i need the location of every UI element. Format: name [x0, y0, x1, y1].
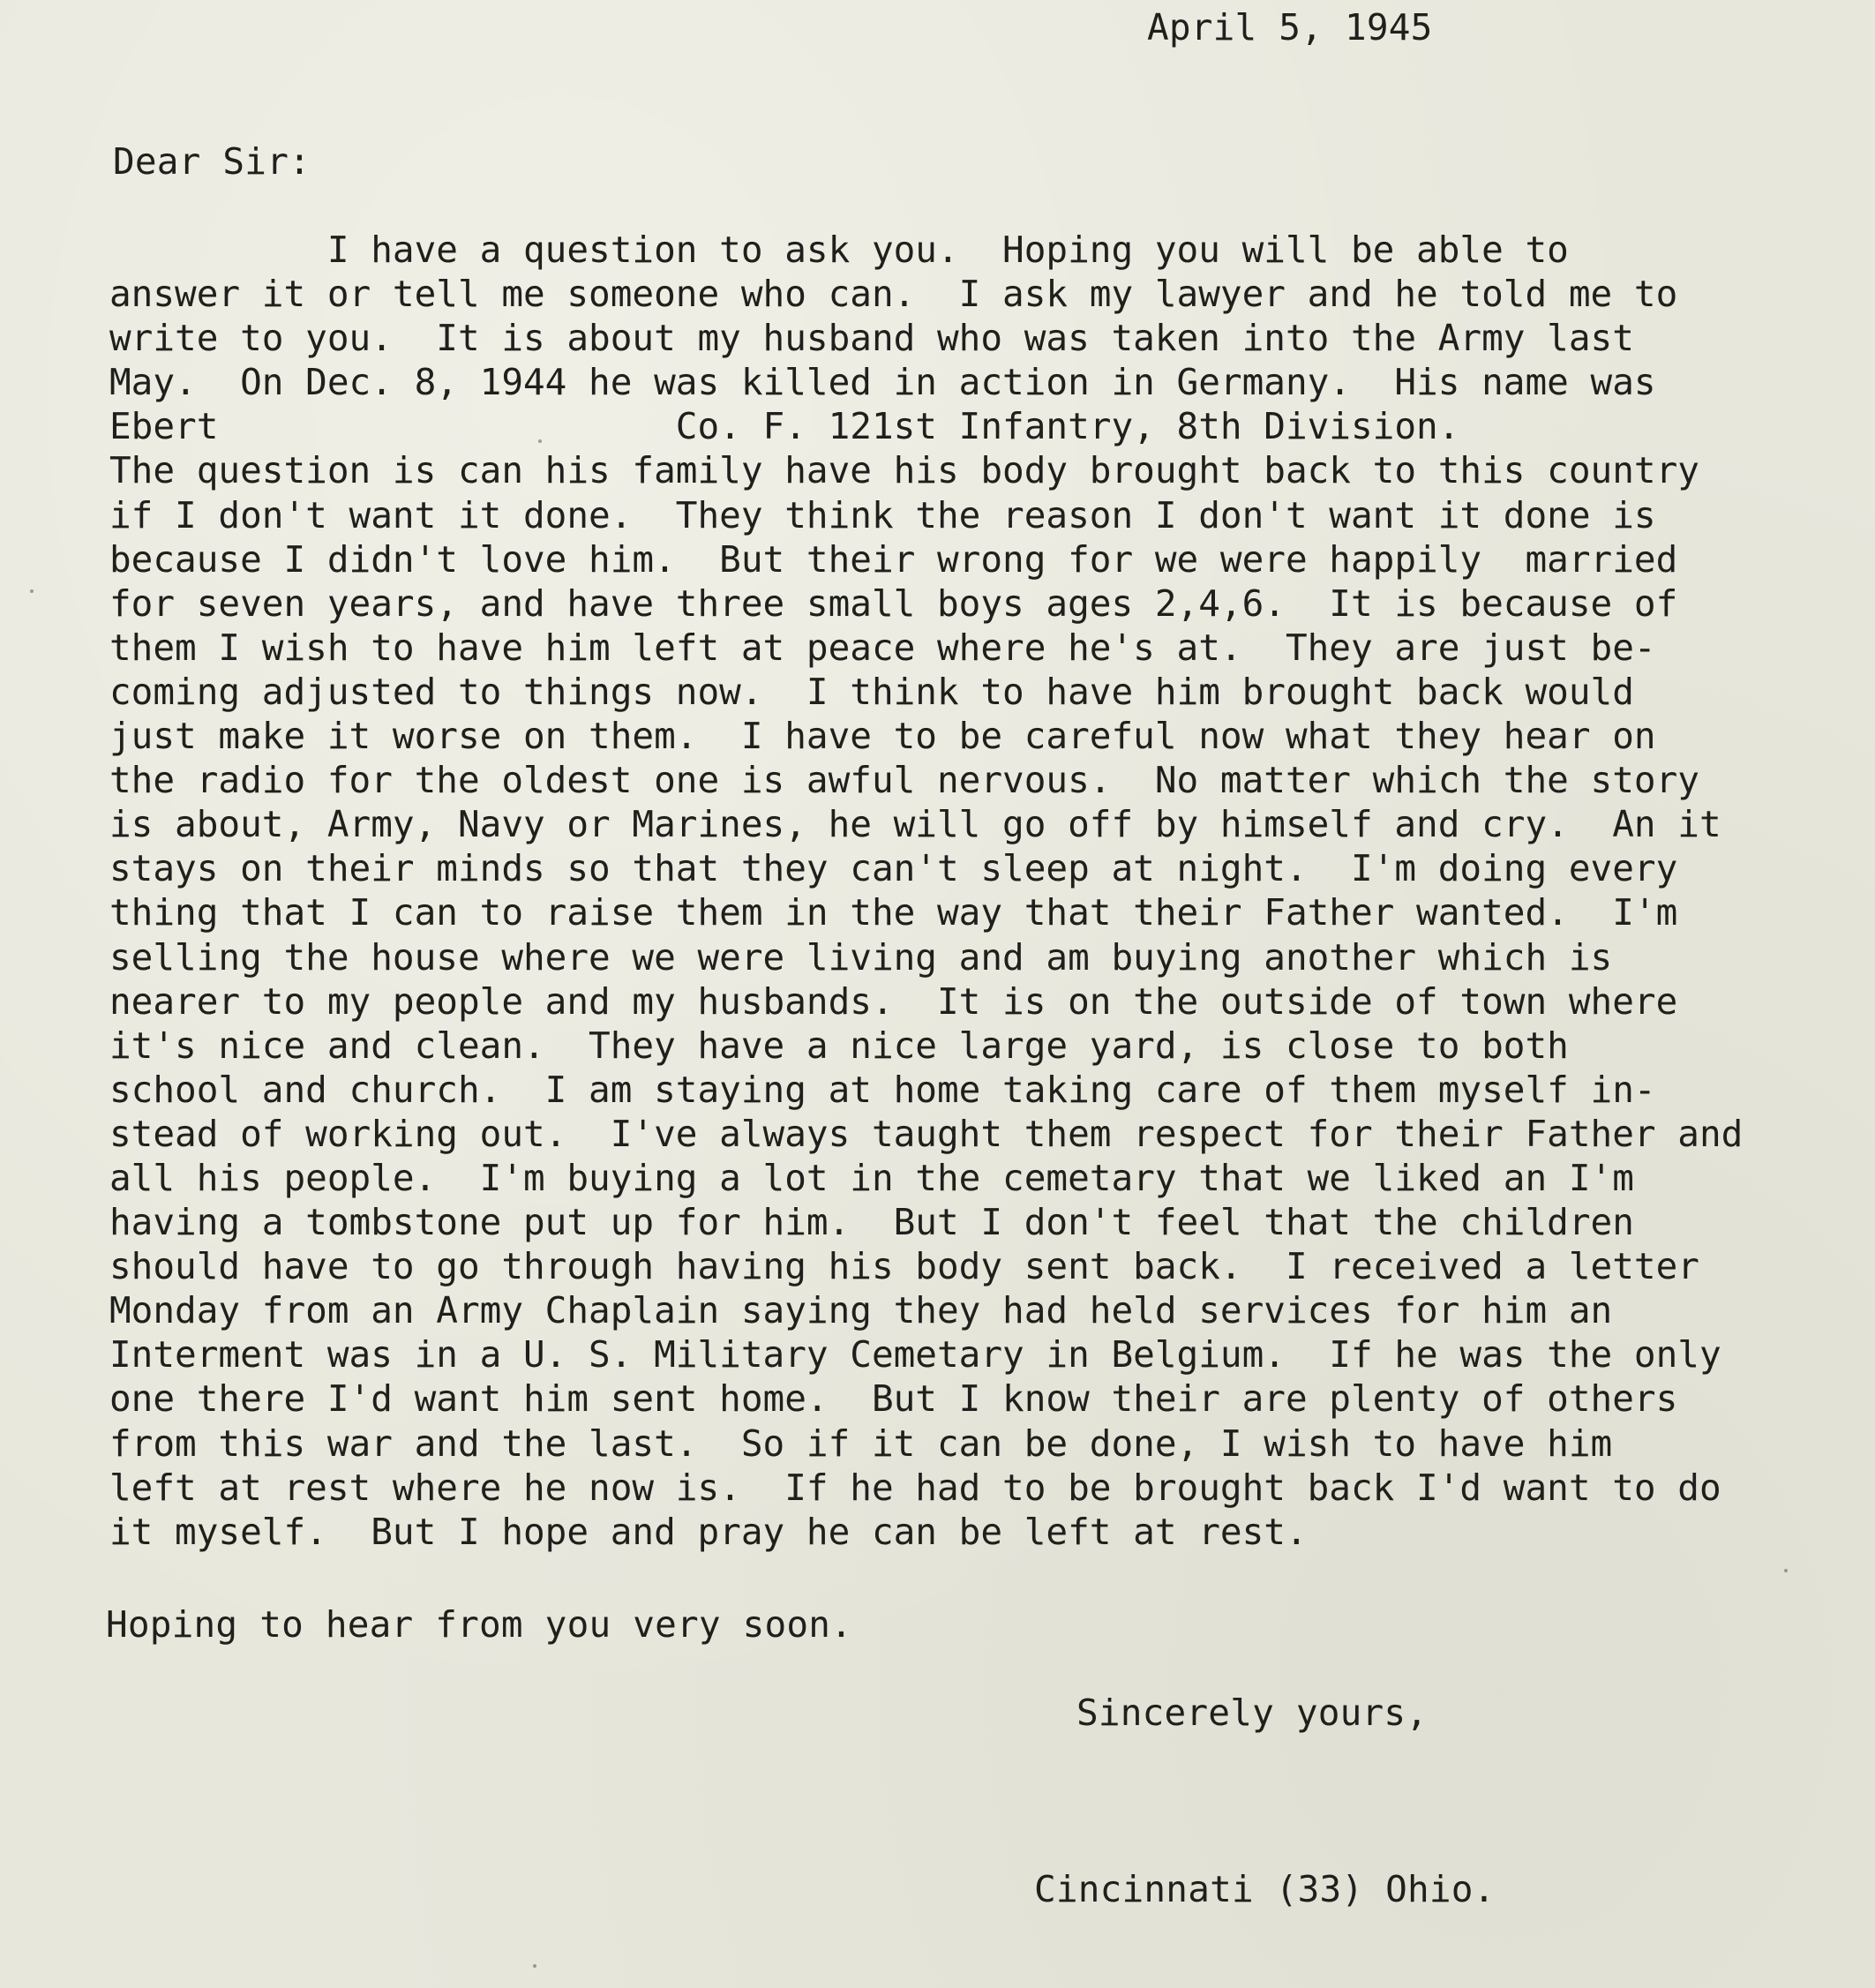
body-line: selling the house where we were living and am buying another which is: [109, 935, 1613, 979]
body-line: having a tombstone put up for him. But I don't feel that the children: [109, 1201, 1634, 1244]
body-line: May. On Dec. 8, 1944 he was killed in action in Germany. His name was: [109, 361, 1656, 404]
paper-speck: [538, 439, 542, 443]
body-line: just make it worse on them. I have to be careful now what they hear on: [109, 715, 1656, 758]
body-line: the radio for the oldest one is awful nervous. No matter which the story: [109, 759, 1699, 802]
paper-speck: [1784, 1569, 1788, 1572]
body-line: write to you. It is about my husband who was taken into the Army last: [109, 317, 1634, 360]
body-line: it's nice and clean. They have a nice large yard, is close to both: [109, 1024, 1569, 1067]
body-line: for seven years, and have three small boys ages 2,4,6. It is because of: [109, 581, 1678, 625]
sender-address: Cincinnati (33) Ohio.: [1034, 1868, 1496, 1910]
body-line: answer it or tell me someone who can. I ask my lawyer and he told me to: [109, 273, 1678, 316]
body-line: nearer to my people and my husbands. It is on the outside of town where: [109, 979, 1678, 1023]
body-line: left at rest where he now is. If he had to be brought back I'd want to do: [109, 1466, 1721, 1509]
body-line: them I wish to have him left at peace where he's at. They are just be-: [109, 626, 1656, 669]
body-line: because I didn't love him. But their wrong for we were happily married: [109, 537, 1678, 581]
salutation: Dear Sir:: [113, 140, 311, 183]
body-line: coming adjusted to things now. I think to have him brought back would: [109, 670, 1634, 713]
body-line: is about, Army, Navy or Marines, he will go off by himself and cry. An it: [109, 803, 1721, 846]
body-line: I have a question to ask you. Hoping you will be able to: [109, 229, 1569, 271]
body-line: if I don't want it done. They think the reason I don't want it done is: [109, 493, 1656, 536]
body-line: from this war and the last. So if it can be done, I wish to have him: [109, 1422, 1613, 1465]
body-line: thing that I can to raise them in the way that their Father wanted. I'm: [109, 891, 1678, 934]
paper-speck: [533, 1964, 536, 1968]
body-line: all his people. I'm buying a lot in the cemetary that we liked an I'm: [109, 1156, 1634, 1199]
body-line: stead of working out. I've always taught them respect for their Father and: [109, 1112, 1744, 1155]
body-line: should have to go through having his body sent back. I received a letter: [109, 1245, 1699, 1288]
body-line: stays on their minds so that they can't sleep at night. I'm doing every: [109, 847, 1678, 890]
body-line: it myself. But I hope and pray he can be left at rest.: [109, 1510, 1308, 1553]
letter-body: [109, 228, 1743, 1554]
body-line: Monday from an Army Chaplain saying they had held services for him an: [109, 1289, 1613, 1332]
paper-speck: [30, 589, 34, 593]
body-line: school and church. I am staying at home taking care of them myself in-: [109, 1068, 1656, 1111]
sign-off: Sincerely yours,: [1076, 1692, 1429, 1734]
closing-line: Hoping to hear from you very soon.: [106, 1603, 853, 1646]
body-line: The question is can his family have his body brought back to this country: [109, 449, 1699, 492]
letter-date: April 5, 1945: [1147, 6, 1433, 49]
body-line: Interment was in a U. S. Military Cemetary in Belgium. If he was the only: [109, 1333, 1721, 1377]
body-line: one there I'd want him sent home. But I know their are plenty of others: [109, 1377, 1678, 1421]
body-line: Ebert Co. F. 121st Infantry, 8th Division.: [109, 405, 1460, 448]
